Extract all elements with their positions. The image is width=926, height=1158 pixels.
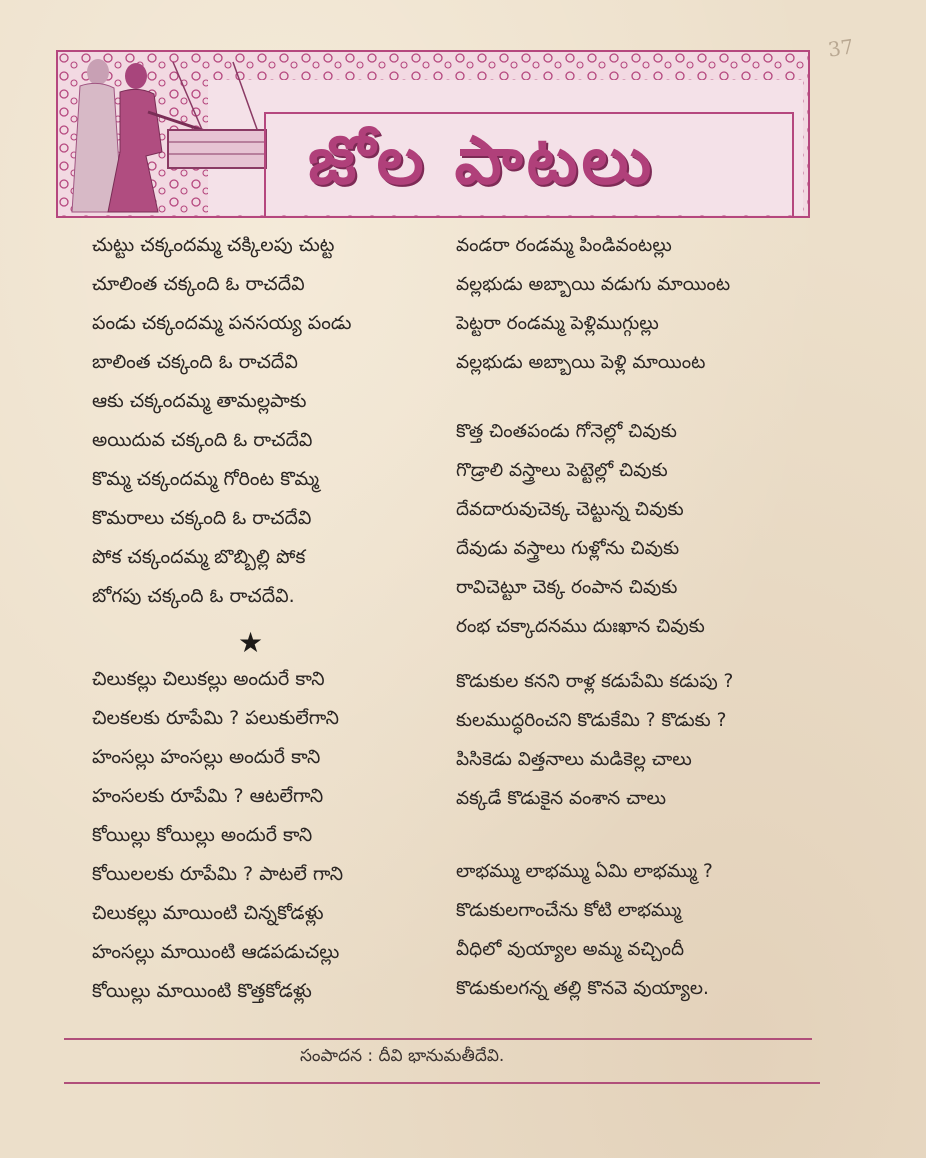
star-separator: ★ xyxy=(238,626,264,659)
verse-line: దేవుడు వస్త్రాలు గుళ్లోను చివుకు xyxy=(456,538,680,559)
verse-line: చూలింత చక్కంది ఓ రాచదేవి xyxy=(92,273,305,295)
verse-line: దేవదారువుచెక్క చెట్టున్న చివుకు xyxy=(456,499,684,520)
right-column-d xyxy=(456,852,836,1008)
verse-line: పోక చక్కందమ్మ బొబ్బిల్లి పోక xyxy=(92,546,306,568)
verse-line: కోయిల్లు కోయిల్లు అందురే కాని xyxy=(92,824,313,846)
verse-line: వల్లభుడు అబ్బాయి వడుగు మాయింట xyxy=(456,274,731,295)
banner-title: జోల పాటలు xyxy=(308,121,656,199)
verse-line: కొమరాలు చక్కంది ఓ రాచదేవి xyxy=(92,507,312,529)
verse-line: వండరా రండమ్మ పిండివంటల్లు xyxy=(456,235,672,256)
right-column xyxy=(456,226,836,382)
verse-line: బోగపు చక్కంది ఓ రాచదేవి. xyxy=(92,585,295,607)
left-verse-2 xyxy=(92,660,452,1011)
left-column-lower xyxy=(92,660,452,1011)
right-verse-3 xyxy=(456,662,836,818)
verse-line: చిలుకల్లు చిలుకల్లు అందురే కాని xyxy=(92,668,325,690)
verse-line: పెట్టరా రండమ్మ పెళ్లిముగ్గుల్లు xyxy=(456,313,659,334)
title-banner xyxy=(56,50,810,218)
right-column-c xyxy=(456,662,836,818)
verse-line: చిలకలకు రూపేమి ? పలుకులేగాని xyxy=(92,707,339,729)
bottom-rule xyxy=(64,1082,820,1084)
verse-line: చుట్టు చక్కందమ్మ చక్కిలపు చుట్ట xyxy=(92,234,335,256)
verse-line: కొడుకుల కనని రాళ్ల కడుపేమి కడుపు ? xyxy=(456,671,734,692)
verse-line: అయిదువ చక్కంది ఓ రాచదేవి xyxy=(92,429,313,451)
verse-line: కొడుకులగన్న తల్లి కొనవె వుయ్యాల. xyxy=(456,978,709,999)
verse-line: కులముద్ధరించని కొడుకేమి ? కొడుకు ? xyxy=(456,710,727,731)
verse-line: గొడ్రాలి వస్త్రాలు పెట్టెల్లో చివుకు xyxy=(456,460,668,481)
verse-line: కొమ్మ చక్కందమ్మ గోరింట కొమ్మ xyxy=(92,468,320,490)
verse-line: హంసల్లు మాయింటి ఆడపడుచల్లు xyxy=(92,941,340,963)
verse-line: హంసలకు రూపేమి ? ఆటలేగాని xyxy=(92,785,324,807)
verse-line: కోయిల్లు మాయింటి కొత్తకోడళ్లు xyxy=(92,980,312,1002)
top-rule xyxy=(64,1038,812,1040)
verse-line: బాలింత చక్కంది ఓ రాచదేవి xyxy=(92,351,298,373)
verse-line: పిసికెడు విత్తనాలు మడికెల్ల చాలు xyxy=(456,749,692,770)
left-verse-1 xyxy=(92,226,452,616)
verse-line: హంసల్లు హంసల్లు అందురే కాని xyxy=(92,746,321,768)
verse-line: రావిచెట్టూ చెక్క రంపాన చివుకు xyxy=(456,577,678,598)
editor-credit: సంపాదన : దీవి భానుమతీదేవి. xyxy=(300,1046,505,1066)
verse-line: వక్కడే కొడుకైన వంశాన చాలు xyxy=(456,788,667,809)
verse-line: పండు చక్కందమ్మ పనసయ్య పండు xyxy=(92,312,352,334)
page-number: 37 xyxy=(826,34,855,62)
verse-line: చిలుకల్లు మాయింటి చిన్నకోడళ్లు xyxy=(92,902,324,924)
right-verse-2 xyxy=(456,412,836,646)
verse-line: ఆకు చక్కందమ్మ తామల్లపాకు xyxy=(92,390,307,412)
verse-line: వీధిలో వుయ్యాల అమ్మ వచ్చిందీ xyxy=(456,939,685,960)
verse-line: కొడుకులగాంచేను కోటి లాభమ్ము xyxy=(456,900,682,921)
right-column-b xyxy=(456,412,836,646)
left-column xyxy=(92,226,452,616)
right-verse-4 xyxy=(456,852,836,1008)
verse-line: వల్లభుడు అబ్బాయి పెళ్లి మాయింట xyxy=(456,352,706,373)
right-verse-1 xyxy=(456,226,836,382)
verse-line: కోయిలలకు రూపేమి ? పాటలే గాని xyxy=(92,863,344,885)
verse-line: కొత్త చింతపండు గోనెల్లో చివుకు xyxy=(456,421,677,442)
verse-line: రంభ చక్కాదనము దుఃఖాన చివుకు xyxy=(456,616,705,637)
verse-line: లాభమ్ము లాభమ్ము ఏమి లాభమ్ము ? xyxy=(456,861,713,882)
